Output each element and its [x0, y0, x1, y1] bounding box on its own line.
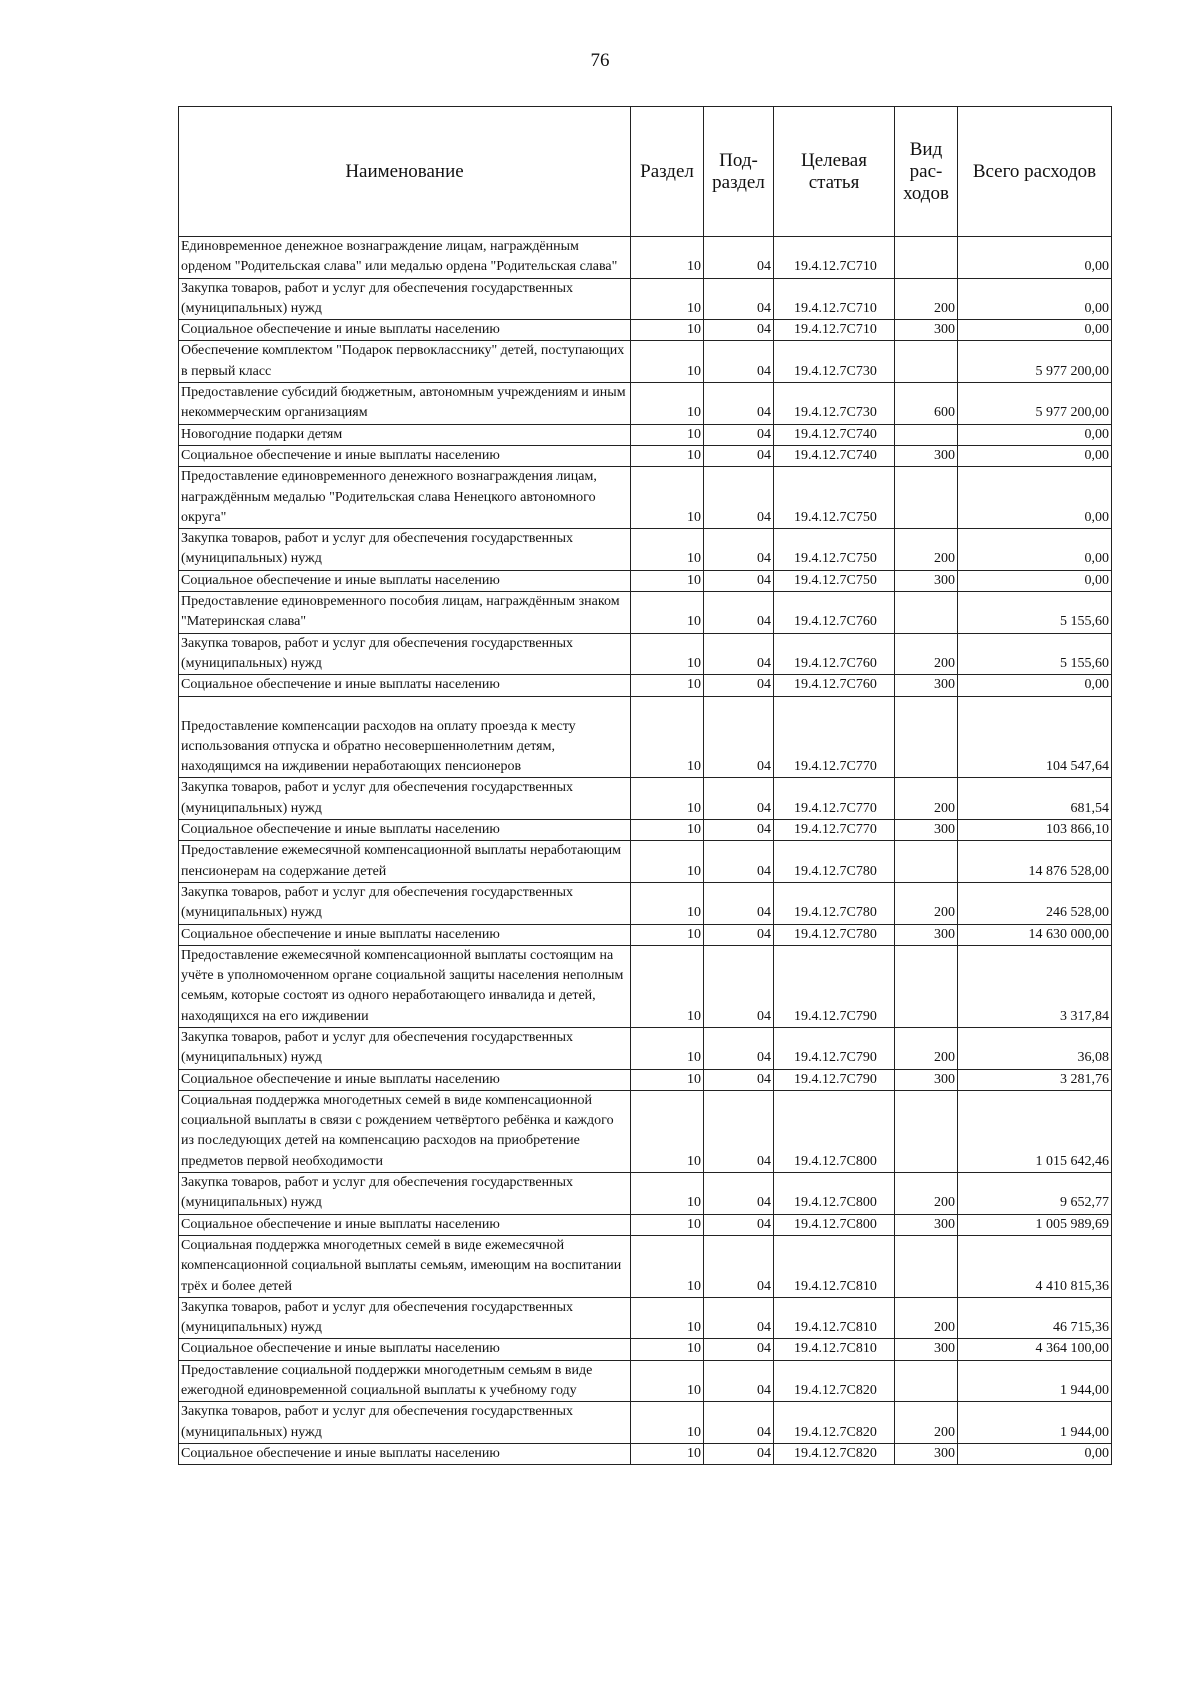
row-podrazdel-cell: 04: [704, 675, 774, 696]
row-total-cell: 104 547,64: [958, 696, 1112, 778]
row-razdel-cell: 10: [631, 467, 704, 529]
row-podrazdel-cell: 04: [704, 1214, 774, 1235]
row-vid-cell: 200: [895, 529, 958, 571]
row-podrazdel-cell: 04: [704, 633, 774, 675]
row-podrazdel-cell: 04: [704, 529, 774, 571]
row-celevaya-cell: 19.4.12.7С810: [774, 1297, 895, 1339]
row-total-cell: 0,00: [958, 320, 1112, 341]
row-name-cell: Обеспечение комплектом "Подарок первокласснику" детей, поступающих в первый класс: [179, 341, 631, 383]
row-celevaya-cell: 19.4.12.7С710: [774, 320, 895, 341]
row-razdel-cell: 10: [631, 529, 704, 571]
row-name-cell: Закупка товаров, работ и услуг для обеспечения государственных (муниципальных) нужд: [179, 1402, 631, 1444]
row-podrazdel-cell: 04: [704, 570, 774, 591]
table-row: [179, 1173, 1112, 1215]
row-podrazdel-cell: 04: [704, 1090, 774, 1172]
table-row: [179, 424, 1112, 445]
row-total-cell: 0,00: [958, 570, 1112, 591]
table-row: [179, 1069, 1112, 1090]
row-vid-cell: 300: [895, 445, 958, 466]
table-row: [179, 945, 1112, 1027]
row-razdel-cell: 10: [631, 696, 704, 778]
row-celevaya-cell: 19.4.12.7С750: [774, 467, 895, 529]
row-total-cell: 0,00: [958, 445, 1112, 466]
row-razdel-cell: 10: [631, 1235, 704, 1297]
row-total-cell: 0,00: [958, 424, 1112, 445]
row-razdel-cell: 10: [631, 841, 704, 883]
row-celevaya-cell: 19.4.12.7С710: [774, 237, 895, 279]
row-name-cell: Предоставление субсидий бюджетным, автономным учреждениям и иным некоммерческим организациям: [179, 383, 631, 425]
row-vid-cell: 300: [895, 1214, 958, 1235]
table-row: [179, 1360, 1112, 1402]
row-total-cell: 14 876 528,00: [958, 841, 1112, 883]
table-row: [179, 1339, 1112, 1360]
row-celevaya-cell: 19.4.12.7С780: [774, 924, 895, 945]
row-name-cell: Предоставление компенсации расходов на оплату проезда к месту использования отпуска и обратно несовершеннолетним детям, находящимся на иждивении неработающих пенсионеров: [179, 696, 631, 778]
table-body: [179, 237, 1112, 1465]
budget-table: [178, 106, 1112, 1465]
table-row: [179, 696, 1112, 778]
row-celevaya-cell: 19.4.12.7С820: [774, 1402, 895, 1444]
row-vid-cell: [895, 467, 958, 529]
row-podrazdel-cell: 04: [704, 778, 774, 820]
table-row: [179, 1402, 1112, 1444]
row-total-cell: 0,00: [958, 675, 1112, 696]
row-razdel-cell: 10: [631, 1360, 704, 1402]
row-name-cell: Закупка товаров, работ и услуг для обеспечения государственных (муниципальных) нужд: [179, 1173, 631, 1215]
row-vid-cell: [895, 1235, 958, 1297]
table-row: [179, 1297, 1112, 1339]
table-row: [179, 341, 1112, 383]
row-total-cell: 5 155,60: [958, 633, 1112, 675]
row-name-cell: Социальное обеспечение и иные выплаты населению: [179, 570, 631, 591]
row-total-cell: 1 005 989,69: [958, 1214, 1112, 1235]
row-razdel-cell: 10: [631, 237, 704, 279]
row-total-cell: 0,00: [958, 1443, 1112, 1464]
row-razdel-cell: 10: [631, 1090, 704, 1172]
row-podrazdel-cell: 04: [704, 924, 774, 945]
row-podrazdel-cell: 04: [704, 445, 774, 466]
row-razdel-cell: 10: [631, 945, 704, 1027]
row-total-cell: 4 410 815,36: [958, 1235, 1112, 1297]
row-vid-cell: [895, 341, 958, 383]
row-podrazdel-cell: 04: [704, 1339, 774, 1360]
row-podrazdel-cell: 04: [704, 1443, 774, 1464]
row-name-cell: Социальное обеспечение и иные выплаты населению: [179, 1069, 631, 1090]
table-row: [179, 882, 1112, 924]
row-podrazdel-cell: 04: [704, 1069, 774, 1090]
row-podrazdel-cell: 04: [704, 341, 774, 383]
row-vid-cell: 200: [895, 1173, 958, 1215]
table-row: [179, 1090, 1112, 1172]
row-razdel-cell: 10: [631, 1069, 704, 1090]
table-row: [179, 237, 1112, 279]
row-razdel-cell: 10: [631, 424, 704, 445]
row-celevaya-cell: 19.4.12.7С770: [774, 778, 895, 820]
row-podrazdel-cell: 04: [704, 424, 774, 445]
row-razdel-cell: 10: [631, 1297, 704, 1339]
row-razdel-cell: 10: [631, 1214, 704, 1235]
row-total-cell: 0,00: [958, 467, 1112, 529]
row-podrazdel-cell: 04: [704, 1297, 774, 1339]
table-row: [179, 1027, 1112, 1069]
row-vid-cell: [895, 424, 958, 445]
row-celevaya-cell: 19.4.12.7С820: [774, 1443, 895, 1464]
row-total-cell: 4 364 100,00: [958, 1339, 1112, 1360]
row-vid-cell: [895, 696, 958, 778]
row-razdel-cell: 10: [631, 924, 704, 945]
row-name-cell: Социальное обеспечение и иные выплаты населению: [179, 924, 631, 945]
row-celevaya-cell: 19.4.12.7С780: [774, 882, 895, 924]
row-name-cell: Закупка товаров, работ и услуг для обеспечения государственных (муниципальных) нужд: [179, 529, 631, 571]
row-razdel-cell: 10: [631, 820, 704, 841]
row-name-cell: Единовременное денежное вознаграждение лицам, награждённым орденом "Родительская слава" или медалью ордена "Родительская слава": [179, 237, 631, 279]
row-celevaya-cell: 19.4.12.7С760: [774, 675, 895, 696]
row-podrazdel-cell: 04: [704, 237, 774, 279]
row-vid-cell: 200: [895, 778, 958, 820]
row-vid-cell: [895, 237, 958, 279]
table-row: [179, 820, 1112, 841]
row-name-cell: Закупка товаров, работ и услуг для обеспечения государственных (муниципальных) нужд: [179, 778, 631, 820]
row-vid-cell: 200: [895, 1027, 958, 1069]
row-podrazdel-cell: 04: [704, 696, 774, 778]
row-celevaya-cell: 19.4.12.7С750: [774, 529, 895, 571]
row-total-cell: 0,00: [958, 237, 1112, 279]
row-podrazdel-cell: 04: [704, 1027, 774, 1069]
row-celevaya-cell: 19.4.12.7С800: [774, 1173, 895, 1215]
row-podrazdel-cell: 04: [704, 467, 774, 529]
row-total-cell: 5 977 200,00: [958, 383, 1112, 425]
row-razdel-cell: 10: [631, 445, 704, 466]
row-name-cell: Закупка товаров, работ и услуг для обеспечения государственных (муниципальных) нужд: [179, 633, 631, 675]
row-celevaya-cell: 19.4.12.7С740: [774, 445, 895, 466]
row-name-cell: Новогодние подарки детям: [179, 424, 631, 445]
header-celevaya: Целевая статья: [774, 107, 895, 237]
row-podrazdel-cell: 04: [704, 1173, 774, 1215]
row-podrazdel-cell: 04: [704, 320, 774, 341]
row-vid-cell: 300: [895, 1069, 958, 1090]
table-row: [179, 633, 1112, 675]
row-razdel-cell: 10: [631, 383, 704, 425]
row-celevaya-cell: 19.4.12.7С710: [774, 278, 895, 320]
row-celevaya-cell: 19.4.12.7С790: [774, 1069, 895, 1090]
table-row: [179, 383, 1112, 425]
row-podrazdel-cell: 04: [704, 383, 774, 425]
row-total-cell: 1 944,00: [958, 1360, 1112, 1402]
row-total-cell: 681,54: [958, 778, 1112, 820]
row-total-cell: 3 317,84: [958, 945, 1112, 1027]
row-vid-cell: 300: [895, 820, 958, 841]
row-vid-cell: 200: [895, 1402, 958, 1444]
row-name-cell: Предоставление ежемесячной компенсационной выплаты неработающим пенсионерам на содержание детей: [179, 841, 631, 883]
row-vid-cell: [895, 945, 958, 1027]
row-razdel-cell: 10: [631, 278, 704, 320]
row-celevaya-cell: 19.4.12.7С730: [774, 341, 895, 383]
row-celevaya-cell: 19.4.12.7С810: [774, 1339, 895, 1360]
row-name-cell: Предоставление социальной поддержки многодетным семьям в виде ежегодной единовременной социальной выплаты к учебному году: [179, 1360, 631, 1402]
table-row: [179, 675, 1112, 696]
row-vid-cell: [895, 1090, 958, 1172]
row-total-cell: 1 015 642,46: [958, 1090, 1112, 1172]
row-name-cell: Закупка товаров, работ и услуг для обеспечения государственных (муниципальных) нужд: [179, 1297, 631, 1339]
page-number: 76: [590, 50, 610, 71]
row-vid-cell: 300: [895, 675, 958, 696]
header-razdel: Раздел: [631, 107, 704, 237]
table-row: [179, 320, 1112, 341]
row-name-cell: Предоставление единовременного пособия лицам, награждённым знаком "Материнская слава": [179, 592, 631, 634]
row-total-cell: 9 652,77: [958, 1173, 1112, 1215]
row-razdel-cell: 10: [631, 778, 704, 820]
row-podrazdel-cell: 04: [704, 1402, 774, 1444]
row-celevaya-cell: 19.4.12.7С820: [774, 1360, 895, 1402]
row-celevaya-cell: 19.4.12.7С790: [774, 1027, 895, 1069]
row-celevaya-cell: 19.4.12.7С760: [774, 592, 895, 634]
row-vid-cell: 200: [895, 633, 958, 675]
row-name-cell: Предоставление единовременного денежного вознаграждения лицам, награждённым медалью "Родительская слава Ненецкого автономного округа": [179, 467, 631, 529]
row-name-cell: Социальная поддержка многодетных семей в виде компенсационной социальной выплаты в связи с рождением четвёртого ребёнка и каждого из последующих детей на компенсацию расходов на приобретение предметов первой необходимости: [179, 1090, 631, 1172]
row-celevaya-cell: 19.4.12.7С740: [774, 424, 895, 445]
row-podrazdel-cell: 04: [704, 945, 774, 1027]
row-total-cell: 5 155,60: [958, 592, 1112, 634]
row-name-cell: Социальная поддержка многодетных семей в виде ежемесячной компенсационной социальной выплаты семьям, имеющим на воспитании трёх и более детей: [179, 1235, 631, 1297]
row-total-cell: 0,00: [958, 278, 1112, 320]
row-name-cell: Социальное обеспечение и иные выплаты населению: [179, 1443, 631, 1464]
table-row: [179, 592, 1112, 634]
row-razdel-cell: 10: [631, 341, 704, 383]
table-row: [179, 445, 1112, 466]
row-celevaya-cell: 19.4.12.7С810: [774, 1235, 895, 1297]
table-row: [179, 467, 1112, 529]
table-header: [179, 107, 1112, 237]
row-total-cell: 246 528,00: [958, 882, 1112, 924]
table-row: [179, 278, 1112, 320]
row-name-cell: Социальное обеспечение и иные выплаты населению: [179, 445, 631, 466]
row-name-cell: Закупка товаров, работ и услуг для обеспечения государственных (муниципальных) нужд: [179, 882, 631, 924]
row-vid-cell: 300: [895, 570, 958, 591]
row-name-cell: Закупка товаров, работ и услуг для обеспечения государственных (муниципальных) нужд: [179, 278, 631, 320]
row-vid-cell: [895, 592, 958, 634]
row-vid-cell: [895, 841, 958, 883]
header-vid: Вид рас-ходов: [895, 107, 958, 237]
row-razdel-cell: 10: [631, 633, 704, 675]
row-celevaya-cell: 19.4.12.7С780: [774, 841, 895, 883]
header-name: Наименование: [179, 107, 631, 237]
row-vid-cell: 300: [895, 924, 958, 945]
table-row: [179, 1443, 1112, 1464]
table-row: [179, 841, 1112, 883]
row-name-cell: Предоставление ежемесячной компенсационной выплаты состоящим на учёте в уполномоченном органе социальной защиты населения неполным семьям, которые состоят из одного неработающего инвалида и детей, находящихся на его иждивении: [179, 945, 631, 1027]
row-celevaya-cell: 19.4.12.7С770: [774, 696, 895, 778]
row-podrazdel-cell: 04: [704, 278, 774, 320]
row-name-cell: Социальное обеспечение и иные выплаты населению: [179, 320, 631, 341]
table-row: [179, 778, 1112, 820]
row-name-cell: Социальное обеспечение и иные выплаты населению: [179, 675, 631, 696]
row-podrazdel-cell: 04: [704, 592, 774, 634]
row-vid-cell: 300: [895, 1339, 958, 1360]
row-total-cell: 14 630 000,00: [958, 924, 1112, 945]
row-razdel-cell: 10: [631, 1339, 704, 1360]
row-name-cell: Закупка товаров, работ и услуг для обеспечения государственных (муниципальных) нужд: [179, 1027, 631, 1069]
row-name-cell: Социальное обеспечение и иные выплаты населению: [179, 1214, 631, 1235]
row-razdel-cell: 10: [631, 1173, 704, 1215]
row-total-cell: 1 944,00: [958, 1402, 1112, 1444]
row-vid-cell: 300: [895, 320, 958, 341]
row-celevaya-cell: 19.4.12.7С770: [774, 820, 895, 841]
row-podrazdel-cell: 04: [704, 1235, 774, 1297]
row-vid-cell: 200: [895, 278, 958, 320]
row-total-cell: 36,08: [958, 1027, 1112, 1069]
row-name-cell: Социальное обеспечение и иные выплаты населению: [179, 1339, 631, 1360]
row-celevaya-cell: 19.4.12.7С760: [774, 633, 895, 675]
row-name-cell: Социальное обеспечение и иные выплаты населению: [179, 820, 631, 841]
row-razdel-cell: 10: [631, 1443, 704, 1464]
row-celevaya-cell: 19.4.12.7С800: [774, 1214, 895, 1235]
row-vid-cell: 300: [895, 1443, 958, 1464]
row-razdel-cell: 10: [631, 675, 704, 696]
row-podrazdel-cell: 04: [704, 1360, 774, 1402]
row-total-cell: 46 715,36: [958, 1297, 1112, 1339]
row-razdel-cell: 10: [631, 1402, 704, 1444]
row-vid-cell: [895, 1360, 958, 1402]
row-total-cell: 0,00: [958, 529, 1112, 571]
table-row: [179, 570, 1112, 591]
row-celevaya-cell: 19.4.12.7С730: [774, 383, 895, 425]
row-total-cell: 3 281,76: [958, 1069, 1112, 1090]
row-total-cell: 103 866,10: [958, 820, 1112, 841]
row-vid-cell: 200: [895, 1297, 958, 1339]
row-razdel-cell: 10: [631, 320, 704, 341]
table-row: [179, 1235, 1112, 1297]
table-row: [179, 1214, 1112, 1235]
row-podrazdel-cell: 04: [704, 820, 774, 841]
row-vid-cell: 200: [895, 882, 958, 924]
header-total: Всего расходов: [958, 107, 1112, 237]
row-celevaya-cell: 19.4.12.7С790: [774, 945, 895, 1027]
row-podrazdel-cell: 04: [704, 882, 774, 924]
table-row: [179, 529, 1112, 571]
row-razdel-cell: 10: [631, 570, 704, 591]
row-podrazdel-cell: 04: [704, 841, 774, 883]
row-razdel-cell: 10: [631, 882, 704, 924]
row-razdel-cell: 10: [631, 1027, 704, 1069]
row-total-cell: 5 977 200,00: [958, 341, 1112, 383]
row-celevaya-cell: 19.4.12.7С800: [774, 1090, 895, 1172]
header-podrazdel: Под-раздел: [704, 107, 774, 237]
row-razdel-cell: 10: [631, 592, 704, 634]
row-celevaya-cell: 19.4.12.7С750: [774, 570, 895, 591]
table-row: [179, 924, 1112, 945]
row-vid-cell: 600: [895, 383, 958, 425]
